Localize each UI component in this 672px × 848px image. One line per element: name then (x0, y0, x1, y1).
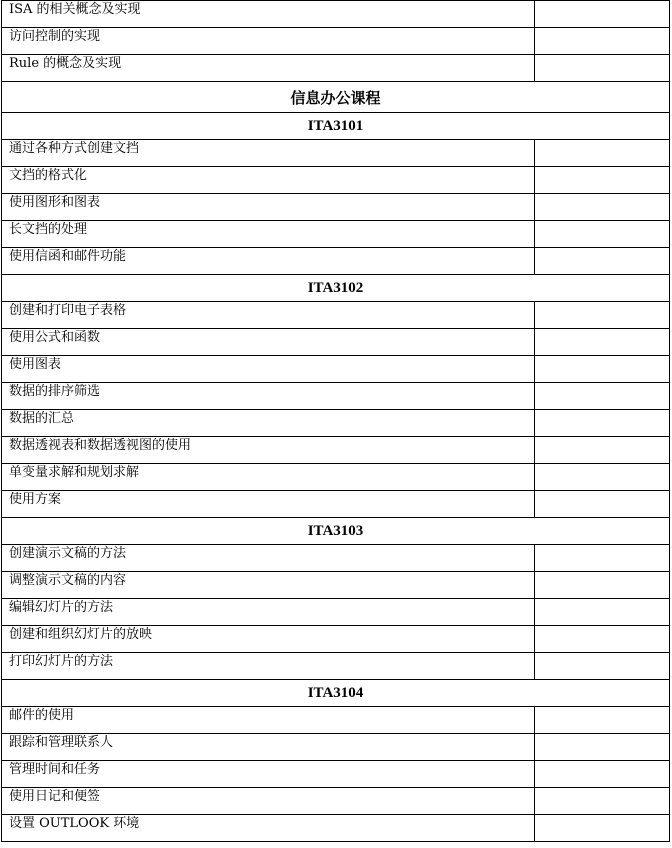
topic-cell: 使用图形和图表 (2, 194, 535, 221)
topic-cell: 管理时间和任务 (2, 761, 535, 788)
topic-cell: 创建演示文稿的方法 (2, 545, 535, 572)
blank-cell (535, 599, 670, 626)
topic-cell: 数据透视表和数据透视图的使用 (2, 437, 535, 464)
table-row (2, 194, 670, 221)
blank-cell (535, 221, 670, 248)
course-code: ITA3104 (2, 680, 670, 707)
table-row (2, 410, 670, 437)
blank-cell (535, 626, 670, 653)
blank-cell (535, 329, 670, 356)
course-code-row (2, 680, 670, 707)
blank-cell (535, 761, 670, 788)
topic-cell: 数据的汇总 (2, 410, 535, 437)
table-row (2, 626, 670, 653)
table-row (2, 734, 670, 761)
table-row (2, 302, 670, 329)
blank-cell (535, 707, 670, 734)
table-row (2, 707, 670, 734)
blank-cell (535, 410, 670, 437)
table-row (2, 572, 670, 599)
blank-cell (535, 194, 670, 221)
topic-cell: 单变量求解和规划求解 (2, 464, 535, 491)
blank-cell (535, 464, 670, 491)
topic-cell: 创建和打印电子表格 (2, 302, 535, 329)
table-row (2, 140, 670, 167)
blank-cell (535, 437, 670, 464)
course-code: ITA3103 (2, 518, 670, 545)
topic-cell: ISA 的相关概念及实现 (2, 1, 535, 28)
blank-cell (535, 653, 670, 680)
blank-cell (535, 248, 670, 275)
table-row (2, 28, 670, 55)
table-row (2, 545, 670, 572)
course-code: ITA3101 (2, 113, 670, 140)
table-row (2, 167, 670, 194)
topic-cell: 通过各种方式创建文挡 (2, 140, 535, 167)
topic-cell: 设置 OUTLOOK 环境 (2, 815, 535, 842)
topic-cell: 编辑幻灯片的方法 (2, 599, 535, 626)
blank-cell (535, 815, 670, 842)
table-row (2, 383, 670, 410)
blank-cell (535, 1, 670, 28)
topic-cell: 长文挡的处理 (2, 221, 535, 248)
blank-cell (535, 545, 670, 572)
course-code: ITA3102 (2, 275, 670, 302)
topic-cell: 创建和组织幻灯片的放映 (2, 626, 535, 653)
table-row (2, 761, 670, 788)
blank-cell (535, 491, 670, 518)
table-row (2, 788, 670, 815)
table-row (2, 248, 670, 275)
blank-cell (535, 383, 670, 410)
course-code-row (2, 518, 670, 545)
topic-cell: 使用信函和邮件功能 (2, 248, 535, 275)
blank-cell (535, 356, 670, 383)
table-row (2, 653, 670, 680)
topic-cell: 文挡的格式化 (2, 167, 535, 194)
topic-cell: 使用公式和函数 (2, 329, 535, 356)
table-row (2, 464, 670, 491)
blank-cell (535, 28, 670, 55)
section-title-row (2, 82, 670, 113)
table-row (2, 1, 670, 28)
course-code-row (2, 113, 670, 140)
table-row (2, 221, 670, 248)
blank-cell (535, 167, 670, 194)
blank-cell (535, 55, 670, 82)
topic-cell: 数据的排序筛选 (2, 383, 535, 410)
blank-cell (535, 572, 670, 599)
blank-cell (535, 734, 670, 761)
topic-cell: Rule 的概念及实现 (2, 55, 535, 82)
topic-cell: 使用图表 (2, 356, 535, 383)
course-table (1, 0, 670, 842)
topic-cell: 使用方案 (2, 491, 535, 518)
blank-cell (535, 302, 670, 329)
table-row (2, 599, 670, 626)
topic-cell: 邮件的使用 (2, 707, 535, 734)
blank-cell (535, 788, 670, 815)
table-row (2, 55, 670, 82)
table-row (2, 356, 670, 383)
topic-cell: 打印幻灯片的方法 (2, 653, 535, 680)
table-row (2, 491, 670, 518)
blank-cell (535, 140, 670, 167)
topic-cell: 调整演示文稿的内容 (2, 572, 535, 599)
course-code-row (2, 275, 670, 302)
table-row (2, 329, 670, 356)
topic-cell: 访问控制的实现 (2, 28, 535, 55)
topic-cell: 使用日记和便签 (2, 788, 535, 815)
topic-cell: 跟踪和管理联系人 (2, 734, 535, 761)
section-title: 信息办公课程 (2, 82, 670, 113)
table-row (2, 437, 670, 464)
table-row (2, 815, 670, 842)
